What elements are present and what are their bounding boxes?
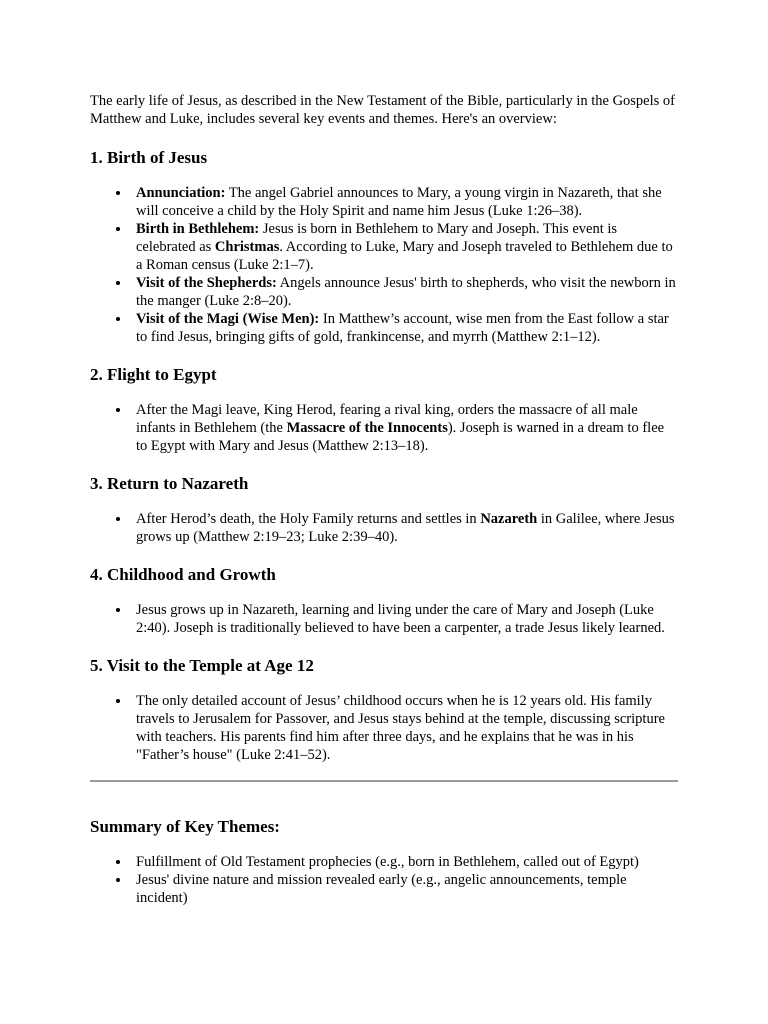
list-item: Fulfillment of Old Testament prophecies (e.g., born in Bethlehem, called out of Egypt): [136, 853, 678, 871]
item-term: Visit of the Magi (Wise Men):: [136, 311, 320, 327]
section-heading-temple: 5. Visit to the Temple at Age 12: [90, 656, 314, 675]
item-text: Jesus grows up in Nazareth, learning and living under the care of Mary and Joseph (Luke 2:40). Joseph is traditionally believed to have been a carpenter, a trade Jesus likely learned.: [136, 602, 665, 636]
list-summary: [90, 853, 678, 907]
list-item: [136, 274, 678, 310]
list-return: [90, 510, 678, 546]
list-item: [136, 184, 678, 220]
section-heading-childhood: 4. Childhood and Growth: [90, 565, 276, 584]
item-text: In Matthew’s account, wise men from the East follow a star to find Jesus, bringing gifts of gold, frankincense, and myrrh (Matthew 2:1–12).: [136, 311, 669, 345]
section-heading-flight: 2. Flight to Egypt: [90, 365, 217, 384]
item-emphasis: Christmas: [214, 239, 280, 255]
item-term: Birth in Bethlehem:: [136, 221, 260, 237]
item-text: After the Magi leave, King Herod, fearing a rival king, orders the massacre of all male infants in Bethlehem (the: [136, 402, 638, 436]
list-flight: [90, 401, 678, 455]
list-item: [136, 510, 678, 546]
item-text: ). Joseph is warned in a dream to flee to Egypt with Mary and Jesus (Matthew 2:13–18).: [136, 420, 665, 454]
item-text: Jesus is born in Bethlehem to Mary and Joseph. This event is celebrated as: [136, 221, 618, 255]
summary-heading: Summary of Key Themes:: [90, 817, 280, 836]
item-text: in Galilee, where Jesus grows up (Matthew 2:19–23; Luke 2:39–40).: [136, 511, 675, 545]
list-temple: [90, 692, 678, 764]
item-text: After Herod’s death, the Holy Family returns and settles in: [136, 511, 481, 527]
item-emphasis: Nazareth: [480, 511, 538, 527]
item-term: Annunciation:: [136, 185, 226, 201]
horizontal-rule: [90, 780, 678, 782]
item-text: . According to Luke, Mary and Joseph traveled to Bethlehem due to a Roman census (Luke 2:1–7).: [136, 239, 673, 273]
intro-paragraph: The early life of Jesus, as described in the New Testament of the Bible, particularly in the Gospels of Matthew and Luke, includes several key events and themes. Here's an overview:: [90, 93, 675, 127]
item-term: Visit of the Shepherds:: [136, 275, 277, 291]
section-heading-return: 3. Return to Nazareth: [90, 474, 249, 493]
list-birth: [90, 184, 678, 346]
item-text: The angel Gabriel announces to Mary, a young virgin in Nazareth, that she will conceive a child by the Holy Spirit and name him Jesus (Luke 1:26–38).: [136, 185, 662, 219]
list-item: [136, 692, 678, 764]
list-item: [136, 601, 678, 637]
list-item: Jesus' divine nature and mission revealed early (e.g., angelic announcements, temple incident): [136, 871, 678, 907]
list-item: [136, 401, 678, 455]
item-emphasis: Massacre of the Innocents: [286, 420, 448, 436]
item-text: The only detailed account of Jesus’ childhood occurs when he is 12 years old. His family travels to Jerusalem for Passover, and Jesus stays behind at the temple, discussing scripture with teachers. His parents find him after three days, and he explains that he was in his "Father’s house" (Luke 2:41–52).: [136, 693, 665, 763]
list-item: [136, 310, 678, 346]
item-text: Angels announce Jesus' birth to shepherds, who visit the newborn in the manger (Luke 2:8–20).: [136, 275, 676, 309]
list-item: [136, 220, 678, 274]
section-heading-birth: 1. Birth of Jesus: [90, 148, 208, 167]
list-childhood: [90, 601, 678, 637]
